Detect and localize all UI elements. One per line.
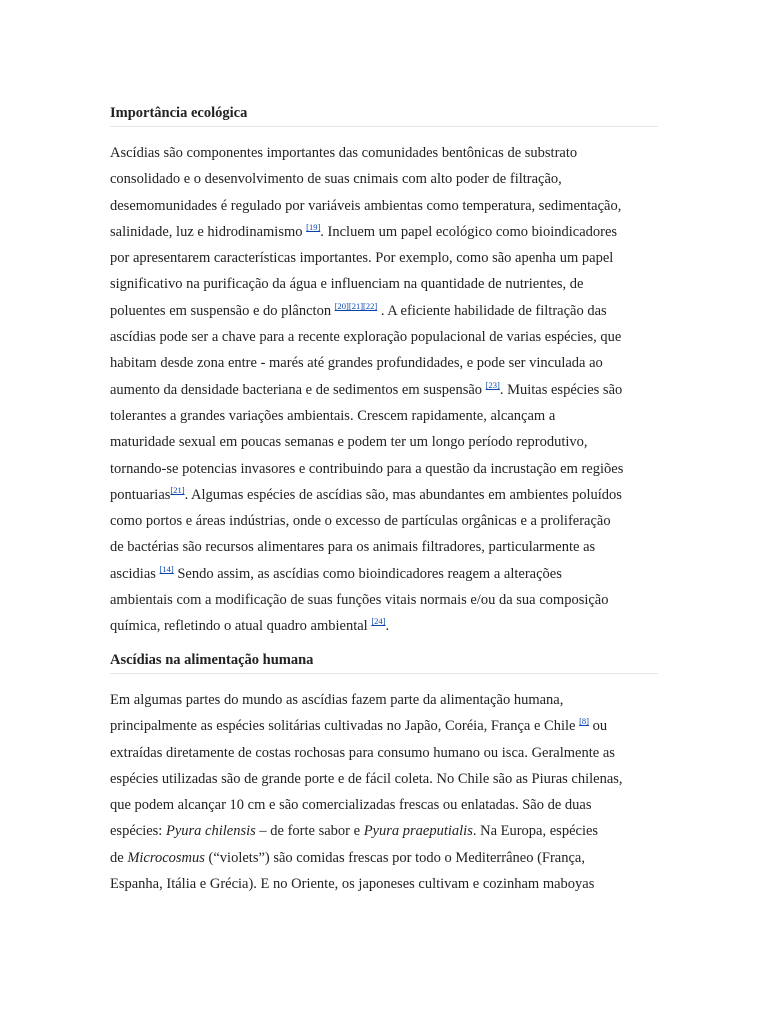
text-run: Ascídias são componentes importantes das comunidades bentônicas de substrato	[110, 145, 578, 161]
text-line	[110, 377, 658, 403]
text-line	[110, 271, 658, 297]
text-line	[110, 534, 658, 560]
text-run: . Incluem um papel ecológico como bioindicadores	[320, 223, 618, 240]
text-run: significativo na purificação da água e influenciam na quantidade de nutrientes, de	[110, 276, 584, 293]
text-line	[110, 845, 658, 871]
species-name: Pyura chilensis	[165, 823, 256, 840]
text-run: salinidade, luz e hidrodinamismo	[110, 223, 307, 240]
text-run: consolidado e o desenvolvimento de suas cnimais com alto poder de filtração,	[110, 171, 562, 188]
section-heading-human-food: Ascídias na alimentação humana	[110, 650, 658, 674]
citation-link[interactable]: [14]	[159, 563, 174, 574]
citation-link[interactable]: [23]	[485, 379, 500, 390]
text-run: .	[385, 618, 390, 635]
text-run: tolerantes a grandes variações ambientais. Crescem rapidamente, alcançam a	[110, 407, 556, 424]
text-line	[110, 456, 658, 482]
text-run: Sendo assim, as ascídias como bioindicadores reagem a alterações	[173, 565, 562, 582]
paragraph-human-food	[110, 687, 658, 897]
text-run: por apresentarem características importantes. Por exemplo, como são apenha um papel	[110, 250, 614, 267]
text-run: ascidias	[110, 565, 160, 582]
text-line	[110, 429, 658, 455]
text-line	[110, 350, 658, 376]
species-name: Pyura praeputialis	[363, 823, 473, 840]
citation-link[interactable]: [20][21][22]	[334, 300, 378, 311]
citation-link[interactable]: [19]	[306, 221, 321, 232]
text-run: espécies:	[110, 823, 166, 840]
text-line	[110, 871, 658, 897]
text-line	[110, 792, 658, 818]
text-line	[110, 166, 658, 192]
text-run: como portos e áreas indústrias, onde o excesso de partículas orgânicas e a proliferação	[110, 513, 611, 530]
text-run: pontuarias	[110, 486, 171, 503]
text-run: . Na Europa, espécies	[472, 823, 599, 840]
text-run: ascídias pode ser a chave para a recente exploração populacional de varias espécies, que	[110, 329, 622, 346]
text-line	[110, 298, 658, 324]
text-run: tornando-se potencias invasores e contribuindo para a questão da incrustação em regiões	[110, 460, 624, 477]
text-run: que podem alcançar 10 cm e são comercializadas frescas ou enlatadas. São de duas	[110, 797, 592, 814]
text-line	[110, 245, 658, 271]
text-line	[110, 219, 658, 245]
text-line	[110, 740, 658, 766]
text-run: Em algumas partes do mundo as ascídias fazem parte da alimentação humana,	[110, 692, 564, 708]
text-line	[110, 613, 658, 639]
text-line	[110, 403, 658, 429]
text-run: – de forte sabor e	[255, 823, 364, 840]
text-run: principalmente as espécies solitárias cultivadas no Japão, Coréia, França e Chile	[110, 718, 580, 735]
text-line	[110, 587, 658, 613]
text-run: habitam desde zona entre - marés até grandes profundidades, e pode ser vinculada ao	[110, 355, 603, 372]
species-name: Microcosmus	[127, 849, 205, 866]
text-run: maturidade sexual em poucas semanas e podem ter um longo período reprodutivo,	[110, 434, 588, 451]
text-run: . Muitas espécies são	[499, 381, 623, 398]
text-line	[110, 766, 658, 792]
text-run: espécies utilizadas são de grande porte e de fácil coleta. No Chile são as Piuras chilenas,	[110, 770, 623, 787]
text-run: poluentes em suspensão e do plâncton	[110, 302, 335, 319]
paragraph-ecological-importance	[110, 140, 658, 640]
text-run: (“violets”) são comidas frescas por todo o Mediterrâneo (França,	[204, 849, 585, 866]
citation-link[interactable]: [8]	[579, 716, 589, 727]
text-run: de	[110, 849, 128, 866]
text-run: desemomunidades é regulado por variáveis ambientas como temperatura, sedimentação,	[110, 197, 622, 214]
text-line	[110, 818, 658, 844]
text-run: extraídas diretamente de costas rochosas para consumo humano ou isca. Geralmente as	[110, 744, 615, 761]
text-line	[110, 561, 658, 587]
text-line	[110, 324, 658, 350]
text-run: ambientais com a modificação de suas funções vitais normais e/ou da sua composição	[110, 592, 609, 609]
text-run: de bactérias são recursos alimentares para os animais filtradores, particularmente as	[110, 539, 596, 556]
text-line	[110, 482, 658, 508]
text-line	[110, 140, 658, 166]
text-run: aumento da densidade bacteriana e de sedimentos em suspensão	[110, 381, 486, 398]
citation-link[interactable]: [21]	[170, 484, 185, 495]
text-run: ou	[589, 718, 608, 735]
text-line	[110, 713, 658, 739]
citation-link[interactable]: [24]	[371, 616, 386, 627]
text-line	[110, 193, 658, 219]
text-line	[110, 508, 658, 534]
text-run: . A eficiente habilidade de filtração das	[377, 302, 607, 319]
section-heading-ecological-importance: Importância ecológica	[110, 103, 658, 127]
text-run: química, refletindo o atual quadro ambiental	[110, 618, 372, 635]
text-run: Espanha, Itália e Grécia). E no Oriente, os japoneses cultivam e cozinham maboyas	[110, 876, 595, 893]
text-run: . Algumas espécies de ascídias são, mas abundantes em ambientes poluídos	[184, 486, 622, 503]
text-line	[110, 687, 658, 713]
